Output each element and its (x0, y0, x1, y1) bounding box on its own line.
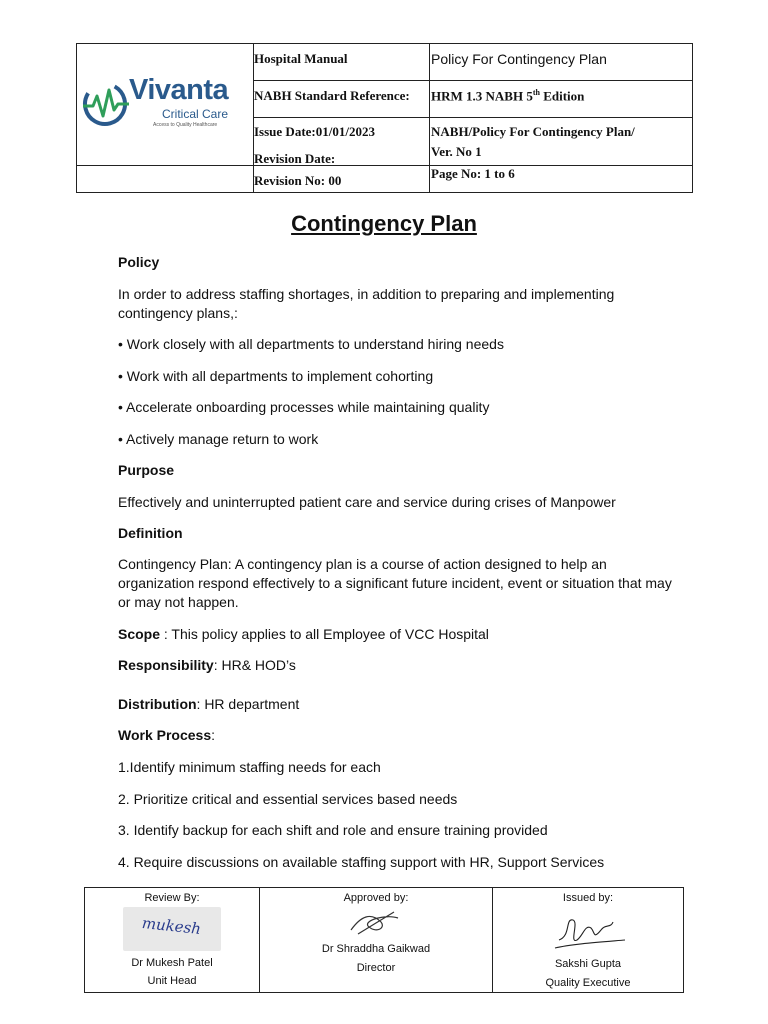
responsibility-line: Responsibility: HR& HOD’s (118, 657, 296, 673)
bullet-item: • Work with all departments to implement cohorting (118, 368, 434, 384)
purpose-heading: Purpose (118, 462, 175, 478)
work-process-heading: Work Process: (118, 727, 216, 743)
work-step: 1.Identify minimum staffing needs for each (118, 759, 381, 775)
logo-subtitle: Critical Care (162, 107, 229, 121)
issued-name: Sakshi Gupta (554, 958, 622, 970)
scope-line: Scope : This policy applies to all Employee of VCC Hospital (118, 626, 489, 642)
review-role: Unit Head (147, 975, 197, 987)
review-label: Review By: (144, 892, 200, 904)
bullet-item: • Accelerate onboarding processes while maintaining quality (118, 399, 490, 415)
page-title: Contingency Plan (291, 211, 477, 236)
issued-signature-icon (551, 910, 631, 952)
review-signature-image (123, 907, 221, 951)
work-step: 4. Require discussions on available staffing support with HR, Support Services (118, 854, 605, 870)
definition-heading: Definition (118, 525, 183, 541)
manual-label: Hospital Manual (254, 51, 348, 66)
bullet-item: • Actively manage return to work (118, 431, 319, 447)
nabh-label: NABH Standard Reference: (254, 88, 410, 103)
issued-role: Quality Executive (545, 977, 631, 989)
nabh-value: HRM 1.3 NABH 5th Edition (431, 88, 585, 104)
approved-name: Dr Shraddha Gaikwad (321, 943, 431, 955)
heartbeat-logo-icon (81, 76, 131, 132)
issued-label: Issued by: (562, 892, 614, 904)
policy-heading: Policy (118, 254, 160, 270)
review-name: Dr Mukesh Patel (131, 957, 213, 969)
revision-date: Revision Date: (254, 151, 336, 166)
approved-column (260, 888, 492, 992)
purpose-text: Effectively and uninterrupted patient care and service during crises of Manpower (118, 494, 616, 510)
distribution-line: Distribution: HR department (118, 696, 300, 712)
logo-brand: Vivanta (129, 74, 229, 106)
issue-date: Issue Date:01/01/2023 (254, 124, 375, 139)
doc-ref-line1: NABH/Policy For Contingency Plan/ (431, 124, 635, 139)
policy-text: In order to address staffing shortages, in addition to preparing and implementing contingency plans,: (118, 286, 615, 321)
work-step: 2. Prioritize critical and essential services based needs (118, 791, 458, 807)
revision-no: Revision No: 00 (254, 173, 342, 188)
definition-text: Contingency Plan: A contingency plan is a course of action designed to help an organization respond effectively to a significant future incident, event or situation that may or may not happen. (118, 556, 672, 610)
review-column (85, 888, 259, 992)
issued-column (493, 888, 683, 992)
logo-tagline: Access to Quality Healthcare (153, 122, 218, 128)
page-no: Page No: 1 to 6 (431, 166, 515, 181)
vivanta-logo (81, 74, 251, 134)
approved-signature-icon (346, 906, 406, 938)
approved-label: Approved by: (343, 892, 409, 904)
work-step: 3. Identify backup for each shift and role and ensure training provided (118, 822, 548, 838)
review-signature: mukesh (141, 913, 202, 939)
header-table (76, 43, 693, 193)
manual-value: Policy For Contingency Plan (431, 51, 607, 67)
signature-table (84, 887, 684, 993)
doc-ref-line2: Ver. No 1 (431, 144, 482, 159)
approved-role: Director (356, 962, 396, 974)
bullet-item: • Work closely with all departments to understand hiring needs (118, 336, 504, 352)
